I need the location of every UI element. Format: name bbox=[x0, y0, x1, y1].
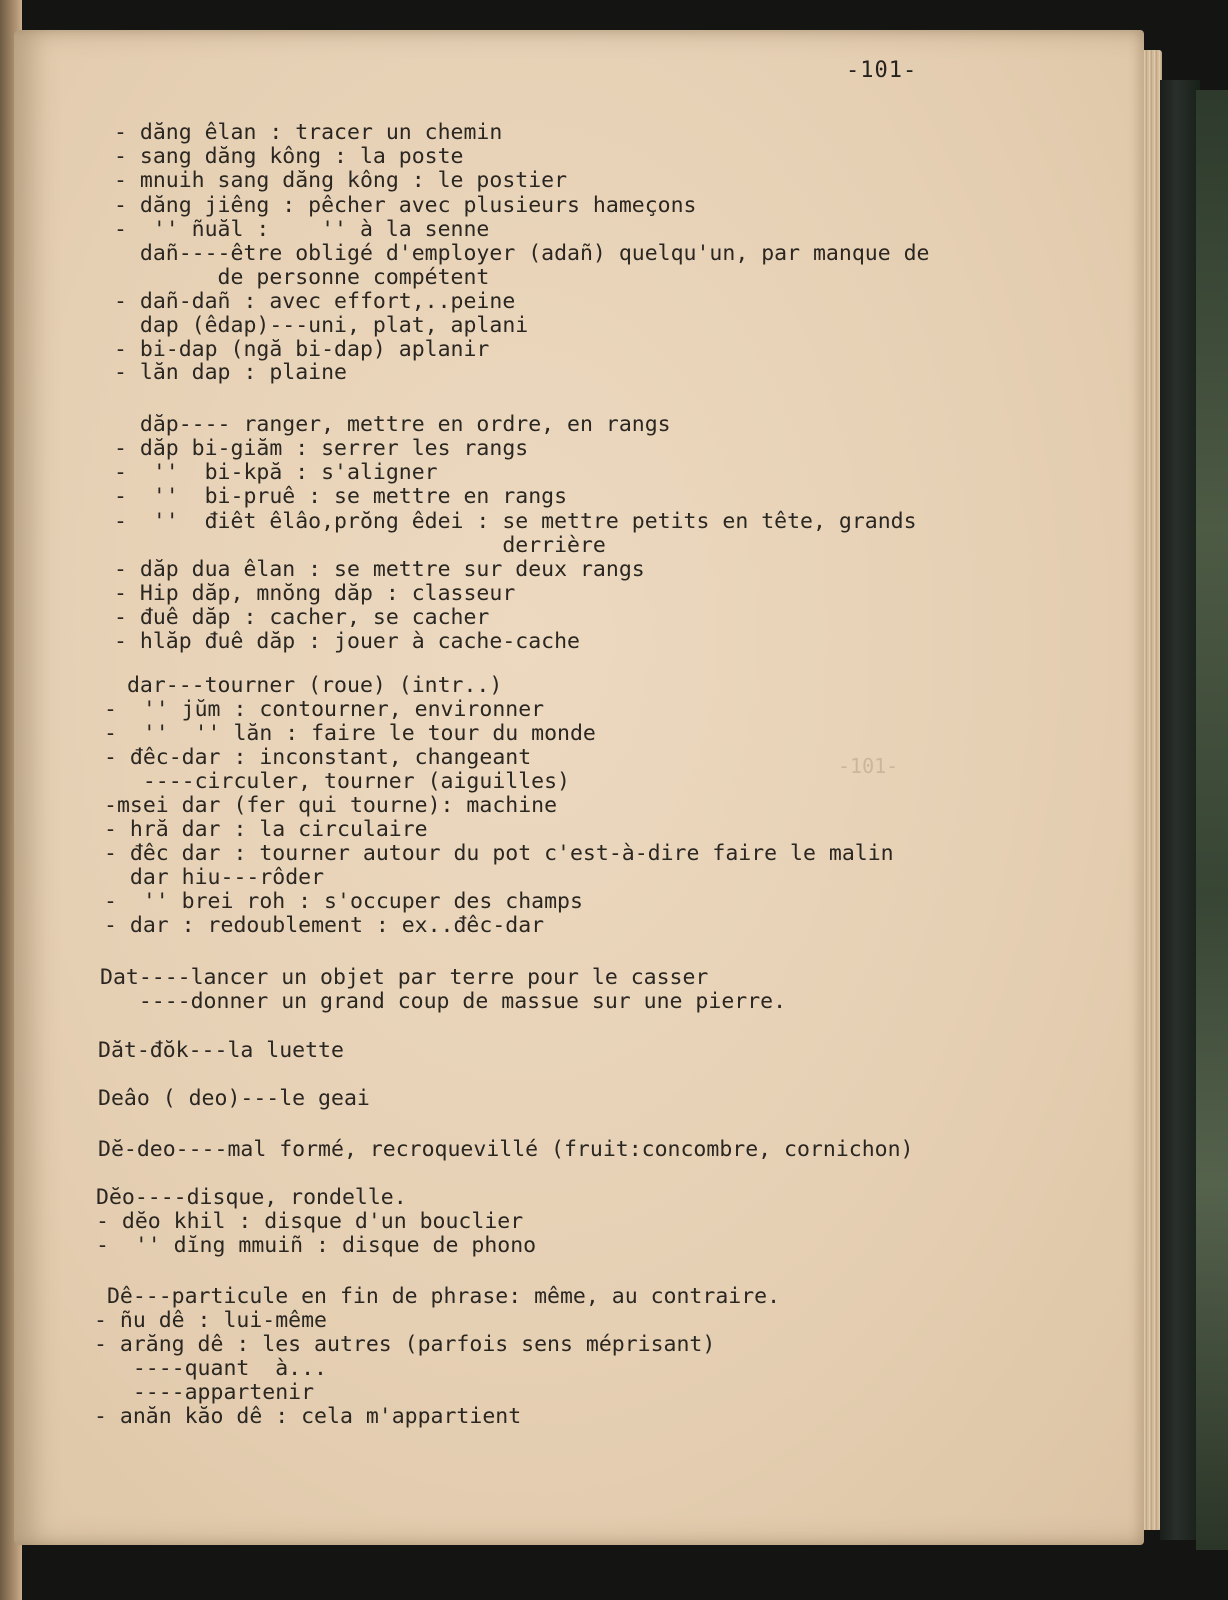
text-line: - hră dar : la circulaire bbox=[104, 817, 428, 842]
text-line: - ñu dê : lui-même bbox=[94, 1308, 327, 1333]
text-line: - đêc-dar : inconstant, changeant bbox=[104, 745, 532, 770]
text-line: - sang dăng kông : la poste bbox=[114, 144, 464, 169]
text-line: - dăp dua êlan : se mettre sur deux rangs bbox=[114, 557, 645, 582]
text-line: - '' điêt êlâo,prŏng êdei : se mettre petits en tête, grands bbox=[114, 509, 917, 534]
text-line: ----circuler, tourner (aiguilles) bbox=[104, 769, 570, 794]
text-line: Dĕo----disque, rondelle. bbox=[96, 1185, 407, 1210]
text-line: - anăn kăo dê : cela m'appartient bbox=[94, 1404, 522, 1429]
text-line: - '' brei roh : s'occuper des champs bbox=[104, 889, 583, 914]
text-line: - '' bi-pruê : se mettre en rangs bbox=[114, 484, 568, 509]
text-line: - lăn dap : plaine bbox=[114, 360, 347, 385]
book-cover-edge bbox=[1160, 80, 1200, 1540]
text-line: - dar : redoublement : ex..đêc-dar bbox=[104, 913, 545, 938]
text-line: ----quant à... bbox=[94, 1356, 327, 1381]
text-line: - dăp bi-giăm : serrer les rangs bbox=[114, 436, 529, 461]
text-line: - '' bi-kpă : s'aligner bbox=[114, 460, 438, 485]
text-line: - đêc dar : tourner autour du pot c'est-à-dire faire le malin bbox=[104, 841, 894, 866]
text-line: - dĕo khil : disque d'un bouclier bbox=[96, 1209, 524, 1234]
text-line: Dăt-đŏk---la luette bbox=[98, 1038, 344, 1063]
text-line: dar---tourner (roue) (intr..) bbox=[114, 673, 503, 698]
text-line: dăp---- ranger, mettre en ordre, en rangs bbox=[114, 412, 671, 437]
text-line: - mnuih sang dăng kông : le postier bbox=[114, 168, 568, 193]
text-line: - Hip dăp, mnŏng dăp : classeur bbox=[114, 581, 516, 606]
text-line: dap (êdap)---uni, plat, aplani bbox=[114, 313, 529, 338]
background-foliage bbox=[1196, 90, 1228, 1550]
text-line: - dăng jiêng : pêcher avec plusieurs hameçons bbox=[114, 193, 697, 218]
text-line: - arăng dê : les autres (parfois sens méprisant) bbox=[94, 1332, 716, 1357]
bleed-through-page-number: -101- bbox=[838, 754, 899, 778]
text-line: dar hiu---rôder bbox=[104, 865, 325, 890]
text-line: Dĕ-deo----mal formé, recroquevillé (fruit:concombre, cornichon) bbox=[98, 1137, 914, 1162]
text-line: - dăng êlan : tracer un chemin bbox=[114, 120, 503, 145]
text-line: Dat----lancer un objet par terre pour le casser bbox=[100, 965, 709, 990]
text-line: - dañ-dañ : avec effort,..peine bbox=[114, 289, 516, 314]
text-line: ----donner un grand coup de massue sur une pierre. bbox=[100, 989, 787, 1014]
text-line: derrière bbox=[114, 533, 606, 558]
text-line: -msei dar (fer qui tourne): machine bbox=[104, 793, 558, 818]
text-line: - '' ñuăl : '' à la senne bbox=[114, 217, 490, 242]
page-number: -101- bbox=[846, 58, 918, 83]
text-line: dañ----être obligé d'employer (adañ) quelqu'un, par manque de bbox=[114, 241, 930, 266]
text-line: Dê---particule en fin de phrase: même, au contraire. bbox=[94, 1284, 781, 1309]
text-line: de personne compétent bbox=[114, 265, 490, 290]
text-line: - bi-dap (ngă bi-dap) aplanir bbox=[114, 337, 490, 362]
text-line: - '' jŭm : contourner, environner bbox=[104, 697, 545, 722]
text-line: - '' dĭng mmuiñ : disque de phono bbox=[96, 1233, 537, 1258]
text-line: Deâo ( deo)---le geai bbox=[98, 1086, 370, 1111]
text-line: - đuê dăp : cacher, se cacher bbox=[114, 605, 490, 630]
text-line: - hlăp đuê dăp : jouer à cache-cache bbox=[114, 629, 580, 654]
text-line: - '' '' lăn : faire le tour du monde bbox=[104, 721, 596, 746]
text-line: ----appartenir bbox=[94, 1380, 315, 1405]
page-text bbox=[14, 30, 1144, 1429]
book-page bbox=[14, 30, 1144, 1545]
